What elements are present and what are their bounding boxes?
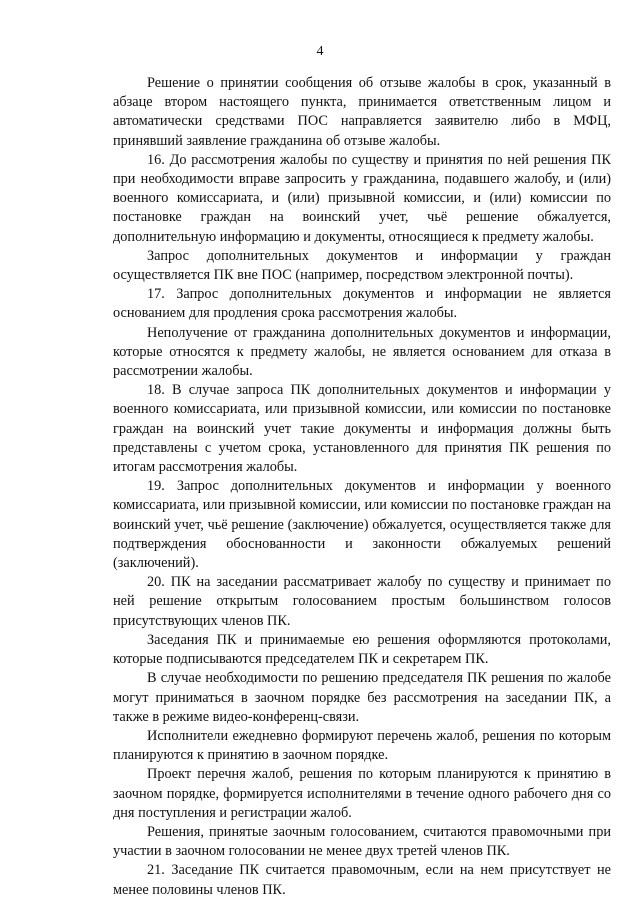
paragraph: 21. Заседание ПК считается правомочным, если на нем присутствует не менее половины членов ПК.	[113, 862, 611, 898]
paragraph: 19. Запрос дополнительных документов и информации у военного комиссариата, или призывной комиссии, или комиссии по постановке граждан на воинский учет, чьё решение (заключение) обжалуется, осуществляется также для подтверждения обоснованности и законности обжалуемых решений (заключений).	[113, 478, 611, 572]
paragraph: Неполучение от гражданина дополнительных документов и информации, которые относятся к предмету жалобы, не является основанием для отказа в рассмотрении жалобы.	[113, 324, 611, 380]
paragraph: Исполнители ежедневно формируют перечень жалоб, решения по которым планируются к принятию в заочном порядке.	[113, 727, 611, 764]
page-number: 4	[316, 44, 324, 59]
paragraph: Решение о принятии сообщения об отзыве жалобы в срок, указанный в абзаце втором настоящего пункта, принимается ответственным лицом и автоматически средствами ПОС направляется заявителю либо в МФЦ, принявший заявление гражданина об отзыве жалобы.	[113, 75, 611, 149]
paragraph: 17. Запрос дополнительных документов и информации не является основанием для продления срока рассмотрения жалобы.	[113, 286, 611, 322]
paragraph: Решения, принятые заочным голосованием, считаются правомочными при участии в заочном голосовании не менее двух третей членов ПК.	[113, 823, 611, 860]
paragraph: В случае необходимости по решению председателя ПК решения по жалобе могут приниматься в заочном порядке без рассмотрения на заседании ПК, а также в режиме видео-конференц-связи.	[113, 670, 611, 725]
paragraph: 18. В случае запроса ПК дополнительных документов и информации у военного комиссариата, или призывной комиссии, или комиссии по постановке граждан на воинский учет такие документы и информация должны быть представлены с учетом срока, установленного для принятия ПК решения по итогам рассмотрения жалобы.	[113, 382, 611, 476]
paragraph: 16. До рассмотрения жалобы по существу и принятия по ней решения ПК при необходимости вправе запросить у гражданина, подавшего жалобу, и (или) военного комиссариата, и (или) призывной комиссии, и (или) комиссии по постановке граждан на воинский учет, чьё решение обжалуется, дополнительную информацию и документы, относящиеся к предмету жалобы.	[113, 151, 611, 245]
paragraph: Запрос дополнительных документов и информации у граждан осуществляется ПК вне ПОС (например, посредством электронной почты).	[113, 247, 611, 284]
document-body	[113, 74, 611, 900]
paragraph: Заседания ПК и принимаемые ею решения оформляются протоколами, которые подписываются председателем ПК и секретарем ПК.	[113, 631, 611, 668]
paragraph: Проект перечня жалоб, решения по которым планируются к принятию в заочном порядке, формируется исполнителями в течение одного рабочего дня со дня поступления и регистрации жалоб.	[113, 766, 611, 821]
paragraph: 20. ПК на заседании рассматривает жалобу по существу и принимает по ней решение открытым голосованием простым большинством голосов присутствующих членов ПК.	[113, 574, 611, 629]
